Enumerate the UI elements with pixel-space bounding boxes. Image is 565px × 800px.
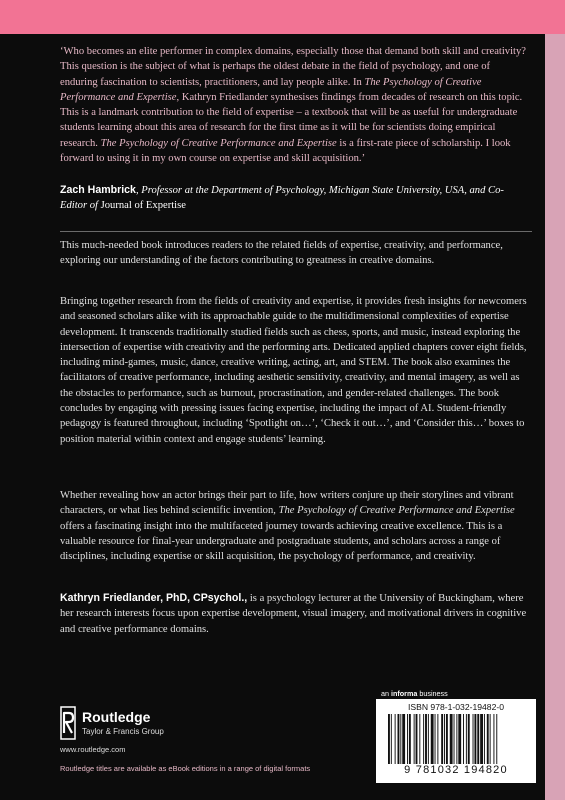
endorser-name: Zach Hambrick [60,184,136,196]
barcode-bar [477,714,479,764]
barcode-bar [425,714,427,764]
isbn-label: ISBN 978-1-032-19482-0 [407,702,505,712]
barcode-bar [388,714,390,764]
barcode-bar [446,714,448,764]
barcode-bar [454,714,455,764]
barcode-bar [468,714,470,764]
endorsement-quote [60,44,530,166]
publisher-name: Routledge [82,709,151,725]
barcode-bar [493,714,494,764]
barcode-bar [473,714,474,764]
para3-text-2: offers a fascinating insight into the multifaceted journey towards achieving creative excellence. This is a valuable resource for final-year undergraduate and postgraduate students, and scholars across a range of disciplines, including expertise or skill acquisition, the psychology of performance, and creativity. [60,520,503,563]
barcode-bar [407,714,408,764]
publisher-website: www.routledge.com [60,745,126,754]
barcode-bar [437,714,438,764]
quote-text-1: ‘Who becomes an elite performer in complex domains, especially those that demand both skill and creativity? This question is the subject of what is perhaps the oldest debate in the field of psychology, and one of enduring fascination to scientists, practitioners, and lay people alike. In [60,46,526,88]
quote-book-title-1: The Psychology of Creative Performance and Expertise [60,76,482,103]
barcode-bar [431,714,434,764]
barcode-bar [490,714,491,764]
barcode-bar [414,714,415,764]
endorsement-attribution [60,183,530,214]
author-bio-text: is a psychology lecturer at the University of Buckingham, where her research interests focus upon expertise development, visual imagery, and motivational drivers in cognitive and creative performance domains. [60,593,527,635]
ebook-note: Routledge titles are available as eBook editions in a range of digital formats [60,764,311,773]
spine-edge-strip [545,34,565,800]
informa-suffix: business [417,689,448,698]
barcode-bar [458,714,461,764]
barcode-bar [484,714,485,764]
routledge-logo-icon [60,706,76,740]
barcode-bar [435,714,436,764]
description-paragraph-3 [60,488,532,564]
barcode-bar [463,714,464,764]
isbn-barcode [376,699,536,783]
barcode-number: 9 781032 194820 [404,764,508,776]
informa-business-label [381,689,448,698]
barcode-bar [419,714,420,764]
barcode-bar [423,714,424,764]
para3-text-1: Whether revealing how an actor brings their part to life, how writers conjure up their storylines and vibrant characters, or what lies behind scientific invention, [60,490,514,517]
publisher-logo [60,706,260,742]
barcode-bar [402,714,405,764]
publisher-group: Taylor & Francis Group [82,727,164,736]
barcode-bar [480,714,483,764]
description-paragraph-2: Bringing together research from the fields of creativity and expertise, it provides fresh insights for newcomers and seasoned scholars alike with its approachable guide to the multidimensional complexities of expertise development. It transcends traditionally studied fields such as chess, sports, and music, instead exploring the intersection of expertise with creativity and the performing arts. Dedicated applied chapters cover eight fields, including mind-games, music, dance, creative writing, acting, art, and STEM. The book also examines the facilitators of creative performance, including aesthetic sensitivity, creativity, and mental imagery, as well as the obstacles to performance, such as burnout, procrastination, and gender-related challenges. The book concludes by engaging with pressing issues facing expertise, including the impact of AI. Student-friendly pedagogy is featured throughout, including ‘Spotlight on…’, ‘Check it out…’, and ‘Consider this…’ boxes to position material within context and engage students’ learning. [60,296,527,445]
top-pink-band [0,0,565,34]
barcode-bar [428,714,429,764]
barcode-bar [496,714,497,764]
barcode-bar [474,714,476,764]
para3-book-title: The Psychology of Creative Performance and Expertise [278,505,515,517]
quote-book-title-2: The Psychology of Creative Performance and Expertise [100,137,337,149]
barcode-bar [409,714,411,764]
barcode-bar [444,714,445,764]
barcode-bar [391,714,392,764]
barcode-bar [400,714,401,764]
author-bio [60,591,532,637]
quote-text-2: , Kathryn Friedlander synthesises findings from decades of research on this topic. This is a landmark contribution to the field of expertise – a textbook that will be as useful for undergraduate students learning about this area of research for the first time as it will be for scientists doing empirical research. [60,91,523,149]
endorser-role: , Professor at the Department of Psychology, Michigan State University, USA, and Co-Editor of [60,185,504,212]
barcode-bar [487,714,489,764]
author-name: Kathryn Friedlander, PhD, CPsychol., [60,592,248,604]
barcode-icon [388,714,528,764]
quote-text-3: is a first-rate piece of scholarship. I look forward to using it in my own course on expertise and skill acquisition.’ [60,137,511,165]
barcode-bar [441,714,443,764]
barcode-bar [466,714,467,764]
barcode-bar [456,714,457,764]
barcode-bar [450,714,453,764]
barcode-bar [395,714,396,764]
section-divider [60,231,532,232]
informa-prefix: an [381,689,391,698]
endorser-journal: Journal of Expertise [100,200,186,212]
barcode-bar [416,714,418,764]
barcode-bar [398,714,400,764]
description-paragraph-1: This much-needed book introduces readers to the related fields of expertise, creativity, and performance, exploring our understanding of the factors contributing to greatness in creative domains. [60,240,503,267]
informa-brand: informa [391,689,418,698]
